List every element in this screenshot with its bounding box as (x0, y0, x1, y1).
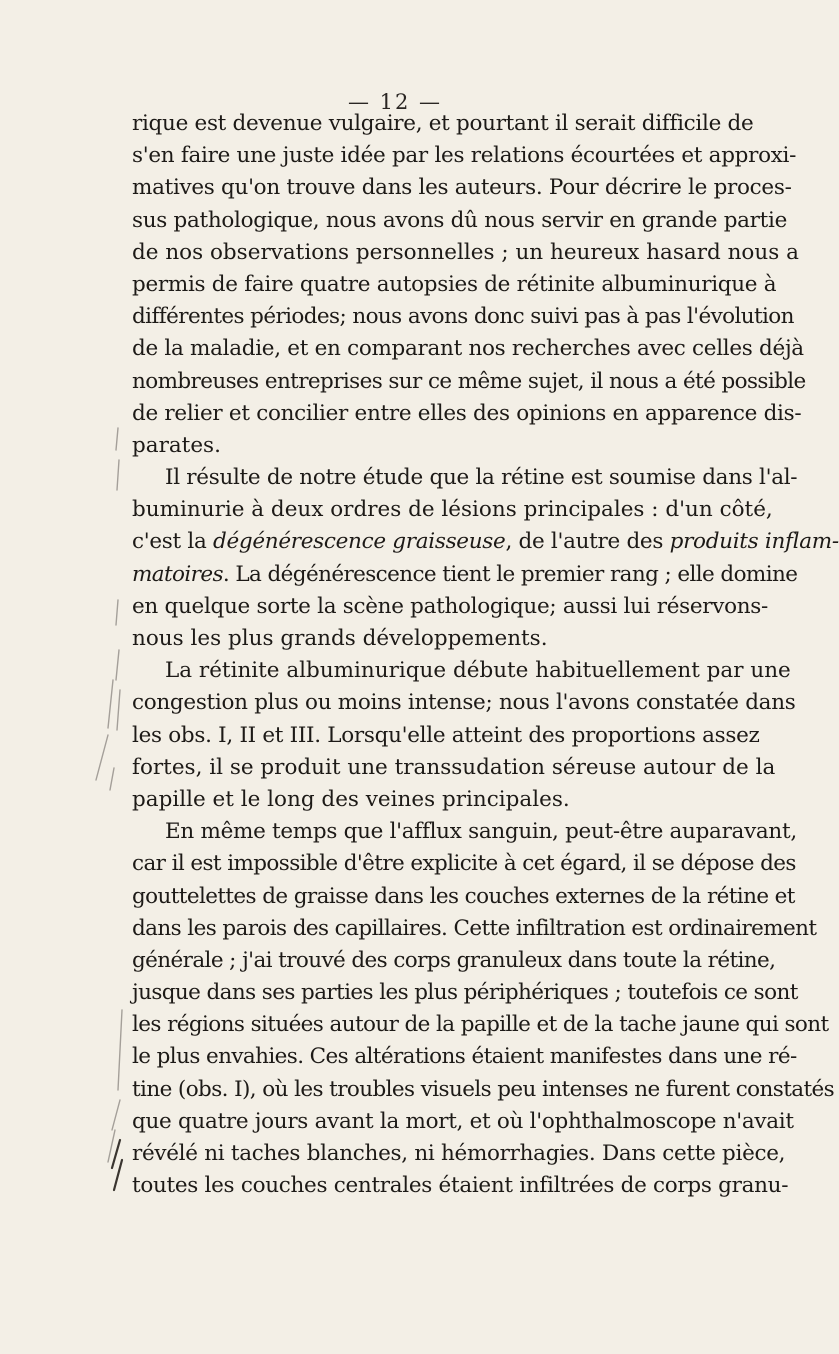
text-line: en quelque sorte la scène pathologique; aussi lui réservons- (132, 593, 768, 619)
text-line: fortes, il se produit une transsudation séreuse autour de la (132, 754, 776, 780)
text-line: s'en faire une juste idée par les relations écourtées et approxi- (132, 143, 797, 169)
text-line: buminurie à deux ordres de lésions principales : d'un côté, (132, 497, 773, 523)
text-line: jusque dans ses parties les plus périphériques ; toutefois ce sont (132, 980, 798, 1006)
text-line: La rétinite albuminurique débute habituellement par une (165, 658, 791, 684)
text-line: congestion plus ou moins intense; nous l'avons constatée dans (132, 690, 796, 716)
text-line: car il est impossible d'être explicite à cet égard, il se dépose des (132, 851, 796, 877)
text-line: générale ; j'ai trouvé des corps granuleux dans toute la rétine, (132, 947, 776, 973)
text-line-italic-start (132, 559, 798, 591)
text-line: nous les plus grands développements. (132, 626, 548, 651)
page-number: — 12 — (347, 90, 443, 114)
text-fragment: , de l'autre des (505, 529, 670, 555)
text-line: les régions situées autour de la papille et de la tache jaune qui sont (132, 1012, 829, 1038)
text-line: parates. (132, 432, 221, 458)
text-line: matives qu'on trouve dans les auteurs. Pour décrire le proces- (132, 175, 792, 201)
text-line: révélé ni taches blanches, ni hémorrhagies. Dans cette pièce, (132, 1141, 786, 1166)
text-line: différentes périodes; nous avons donc suivi pas à pas l'évolution (132, 304, 794, 330)
text-line-italic-terms (132, 526, 839, 558)
text-line: de relier et concilier entre elles des opinions en apparence dis- (132, 400, 802, 426)
text-line: les obs. I, II et III. Lorsqu'elle atteint des proportions assez (132, 722, 760, 748)
text-fragment: c'est la (132, 529, 214, 555)
italic-term: matoires (132, 561, 223, 587)
text-line: papille et le long des veines principales. (132, 786, 570, 812)
text-line: tine (obs. I), où les troubles visuels peu intenses ne furent constatés (132, 1076, 835, 1102)
text-line: que quatre jours avant la mort, et où l'ophthalmoscope n'avait (132, 1108, 794, 1134)
text-line: sus pathologique, nous avons dû nous servir en grande partie (132, 207, 787, 233)
text-line: de nos observations personnelles ; un heureux hasard nous a (132, 239, 799, 265)
margin-pencil-marks (0, 0, 140, 1354)
text-line: toutes les couches centrales étaient infiltrées de corps granu- (132, 1173, 789, 1199)
body-text (132, 108, 839, 1202)
text-line: le plus envahies. Ces altérations étaient manifestes dans une ré- (132, 1044, 797, 1070)
text-line: rique est devenue vulgaire, et pourtant il serait difficile de (132, 111, 754, 136)
text-line: nombreuses entreprises sur ce même sujet, il nous a été possible (132, 368, 806, 394)
text-line: dans les parois des capillaires. Cette infiltration est ordinairement (132, 915, 817, 941)
italic-term: dégénérescence graisseuse (213, 529, 506, 555)
text-fragment: . La dégénérescence tient le premier rang ; elle domine (222, 561, 798, 587)
text-line: Il résulte de notre étude que la rétine est soumise dans l'al- (165, 465, 798, 491)
text-line: gouttelettes de graisse dans les couches externes de la rétine et (132, 883, 795, 909)
italic-term: produits inflam- (669, 529, 839, 555)
text-line: En même temps que l'afflux sanguin, peut-être auparavant, (165, 819, 797, 845)
text-line: permis de faire quatre autopsies de rétinite albuminurique à (132, 271, 777, 297)
text-line: de la maladie, et en comparant nos recherches avec celles déjà (132, 336, 804, 362)
